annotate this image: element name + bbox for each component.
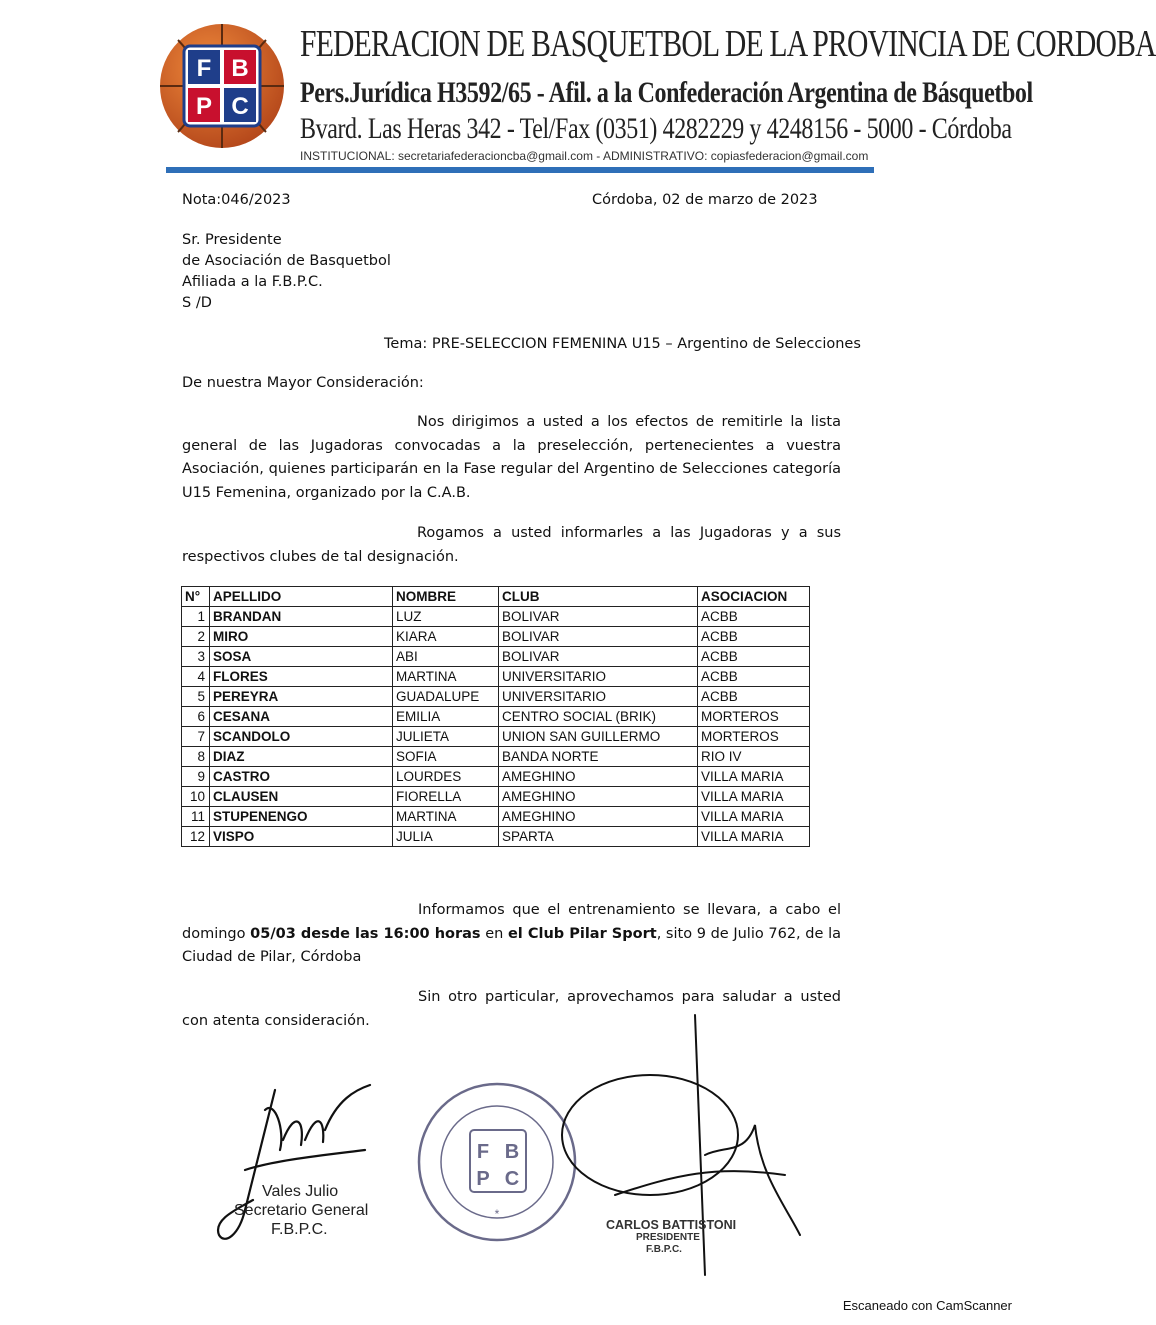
cell-apellido: CLAUSEN	[210, 787, 393, 807]
cell-nombre: JULIETA	[393, 727, 499, 747]
cell-apellido: DIAZ	[210, 747, 393, 767]
cell-club: UNIVERSITARIO	[499, 667, 698, 687]
cell-nombre: LOURDES	[393, 767, 499, 787]
cell-club: AMEGHINO	[499, 787, 698, 807]
cell-club: UNION SAN GUILLERMO	[499, 727, 698, 747]
cell-apellido: BRANDAN	[210, 607, 393, 627]
cell-apellido: STUPENENGO	[210, 807, 393, 827]
letterhead-title: FEDERACION DE BASQUETBOL DE LA PROVINCIA DE CORDOBA	[300, 23, 1156, 65]
cell-club: AMEGHINO	[499, 767, 698, 787]
cell-number: 5	[182, 687, 210, 707]
table-row	[182, 807, 810, 827]
cell-number: 11	[182, 807, 210, 827]
president-role: PRESIDENTE	[636, 1232, 700, 1243]
table-row	[182, 607, 810, 627]
header-club: CLUB	[499, 587, 698, 607]
cell-number: 4	[182, 667, 210, 687]
cell-apellido: SOSA	[210, 647, 393, 667]
cell-nombre: MARTINA	[393, 807, 499, 827]
nota-number: Nota:046/2023	[182, 192, 291, 208]
letterhead-divider	[166, 167, 874, 173]
training-venue: el Club Pilar Sport	[507, 925, 657, 942]
cell-apellido: FLORES	[210, 667, 393, 687]
table-row	[182, 767, 810, 787]
president-name: CARLOS BATTISTONI	[606, 1218, 737, 1232]
letterhead-legal: Pers.Jurídica H3592/65 - Afil. a la Confederación Argentina de Básquetbol	[300, 76, 1033, 109]
cell-number: 2	[182, 627, 210, 647]
cell-club: BOLIVAR	[499, 647, 698, 667]
cell-asociacion: MORTEROS	[698, 727, 810, 747]
cell-nombre: SOFIA	[393, 747, 499, 767]
table-row	[182, 627, 810, 647]
table-row	[182, 647, 810, 667]
players-table-body	[182, 607, 810, 847]
cell-asociacion: VILLA MARIA	[698, 767, 810, 787]
header-number: N°	[182, 587, 210, 607]
cell-apellido: PEREYRA	[210, 687, 393, 707]
players-table	[181, 586, 810, 847]
cell-club: BOLIVAR	[499, 607, 698, 627]
subject-line: Tema: PRE-SELECCION FEMENINA U15 – Argentino de Selecciones	[384, 336, 861, 352]
logo-letter-b: B	[231, 55, 249, 82]
paragraph-2-text: Rogamos a usted informarles a las Jugadoras y a sus respectivos clubes de tal designación.	[182, 525, 841, 565]
paragraph-3-text-a: Informamos que el entrenamiento se llevara, a cabo el domingo	[182, 902, 841, 942]
cell-number: 10	[182, 787, 210, 807]
cell-apellido: SCANDOLO	[210, 727, 393, 747]
table-row	[182, 687, 810, 707]
secretary-org: F.B.P.C.	[271, 1221, 328, 1238]
cell-club: SPARTA	[499, 827, 698, 847]
cell-asociacion: MORTEROS	[698, 707, 810, 727]
paragraph-3-text-e: , sito 9 de Julio 762, de la Ciudad de Pilar, Córdoba	[182, 925, 841, 965]
cell-nombre: GUADALUPE	[393, 687, 499, 707]
recipient-line-4: S /D	[182, 295, 212, 311]
cell-number: 3	[182, 647, 210, 667]
cell-asociacion: ACBB	[698, 687, 810, 707]
cell-asociacion: VILLA MARIA	[698, 807, 810, 827]
table-row	[182, 787, 810, 807]
stamp-letter-b: B	[504, 1141, 520, 1163]
paragraph-1	[182, 411, 841, 505]
cell-apellido: CASTRO	[210, 767, 393, 787]
paragraph-4-text: Sin otro particular, aprovechamos para saludar a usted con atenta consideración.	[182, 989, 841, 1029]
cell-nombre: ABI	[393, 647, 499, 667]
table-row	[182, 707, 810, 727]
cell-number: 9	[182, 767, 210, 787]
fbpc-logo	[158, 22, 286, 150]
cell-number: 8	[182, 747, 210, 767]
logo-letter-p: P	[195, 93, 213, 120]
cell-number: 7	[182, 727, 210, 747]
cell-nombre: MARTINA	[393, 667, 499, 687]
cell-nombre: JULIA	[393, 827, 499, 847]
secretary-name: Vales Julio	[262, 1183, 339, 1200]
table-row	[182, 727, 810, 747]
scanner-watermark: Escaneado con CamScanner	[842, 1298, 1012, 1313]
paragraph-3	[182, 899, 841, 970]
cell-nombre: FIORELLA	[393, 787, 499, 807]
stamp-letter-c: C	[504, 1168, 520, 1190]
letter-date: Córdoba, 02 de marzo de 2023	[592, 192, 818, 208]
recipient-line-2: de Asociación de Basquetbol	[182, 253, 391, 269]
cell-apellido: MIRO	[210, 627, 393, 647]
cell-asociacion: ACBB	[698, 647, 810, 667]
letterhead-address: Bvard. Las Heras 342 - Tel/Fax (0351) 4282229 y 4248156 - 5000 - Córdoba	[300, 112, 1012, 145]
cell-nombre: KIARA	[393, 627, 499, 647]
recipient-line-3: Afiliada a la F.B.P.C.	[182, 274, 323, 290]
cell-number: 12	[182, 827, 210, 847]
cell-asociacion: ACBB	[698, 627, 810, 647]
paragraph-2	[182, 522, 841, 569]
training-datetime: 05/03 desde las 16:00 horas	[250, 925, 481, 942]
cell-apellido: CESANA	[210, 707, 393, 727]
cell-asociacion: ACBB	[698, 667, 810, 687]
cell-asociacion: RIO IV	[698, 747, 810, 767]
table-header-row	[182, 587, 810, 607]
cell-nombre: EMILIA	[393, 707, 499, 727]
secretary-role: Secretario General	[234, 1202, 369, 1219]
paragraph-1-text: Nos dirigimos a usted a los efectos de remitirle la lista general de las Jugadoras convocadas a la preselección, pertenecientes a vuestra Asociación, quienes participarán en la Fase regular del Argentino de Selecciones categoría U15 Femenina, organizado por la C.A.B.	[182, 414, 841, 501]
cell-nombre: LUZ	[393, 607, 499, 627]
cell-club: CENTRO SOCIAL (BRIK)	[499, 707, 698, 727]
cell-club: UNIVERSITARIO	[499, 687, 698, 707]
cell-club: BANDA NORTE	[499, 747, 698, 767]
cell-club: BOLIVAR	[499, 627, 698, 647]
recipient-line-1: Sr. Presidente	[182, 232, 282, 248]
stamp-letter-f: F	[476, 1141, 490, 1163]
table-row	[182, 667, 810, 687]
cell-number: 6	[182, 707, 210, 727]
cell-club: AMEGHINO	[499, 807, 698, 827]
cell-number: 1	[182, 607, 210, 627]
logo-letter-c: C	[231, 93, 249, 120]
cell-asociacion: ACBB	[698, 607, 810, 627]
table-row	[182, 747, 810, 767]
svg-text:*: *	[494, 1207, 500, 1221]
cell-apellido: VISPO	[210, 827, 393, 847]
stamp-letter-p: P	[476, 1168, 490, 1190]
letterhead-emails: INSTITUCIONAL: secretariafederacioncba@gmail.com - ADMINISTRATIVO: copiasfederacion@gmail.com	[300, 149, 869, 163]
header-nombre: NOMBRE	[393, 587, 499, 607]
greeting: De nuestra Mayor Consideración:	[182, 375, 424, 391]
paragraph-3-text-c: en	[480, 925, 508, 942]
president-org: F.B.P.C.	[646, 1244, 682, 1255]
header-asociacion: ASOCIACION	[698, 587, 810, 607]
cell-asociacion: VILLA MARIA	[698, 827, 810, 847]
header-apellido: APELLIDO	[210, 587, 393, 607]
table-row	[182, 827, 810, 847]
logo-letter-f: F	[196, 55, 212, 82]
cell-asociacion: VILLA MARIA	[698, 787, 810, 807]
